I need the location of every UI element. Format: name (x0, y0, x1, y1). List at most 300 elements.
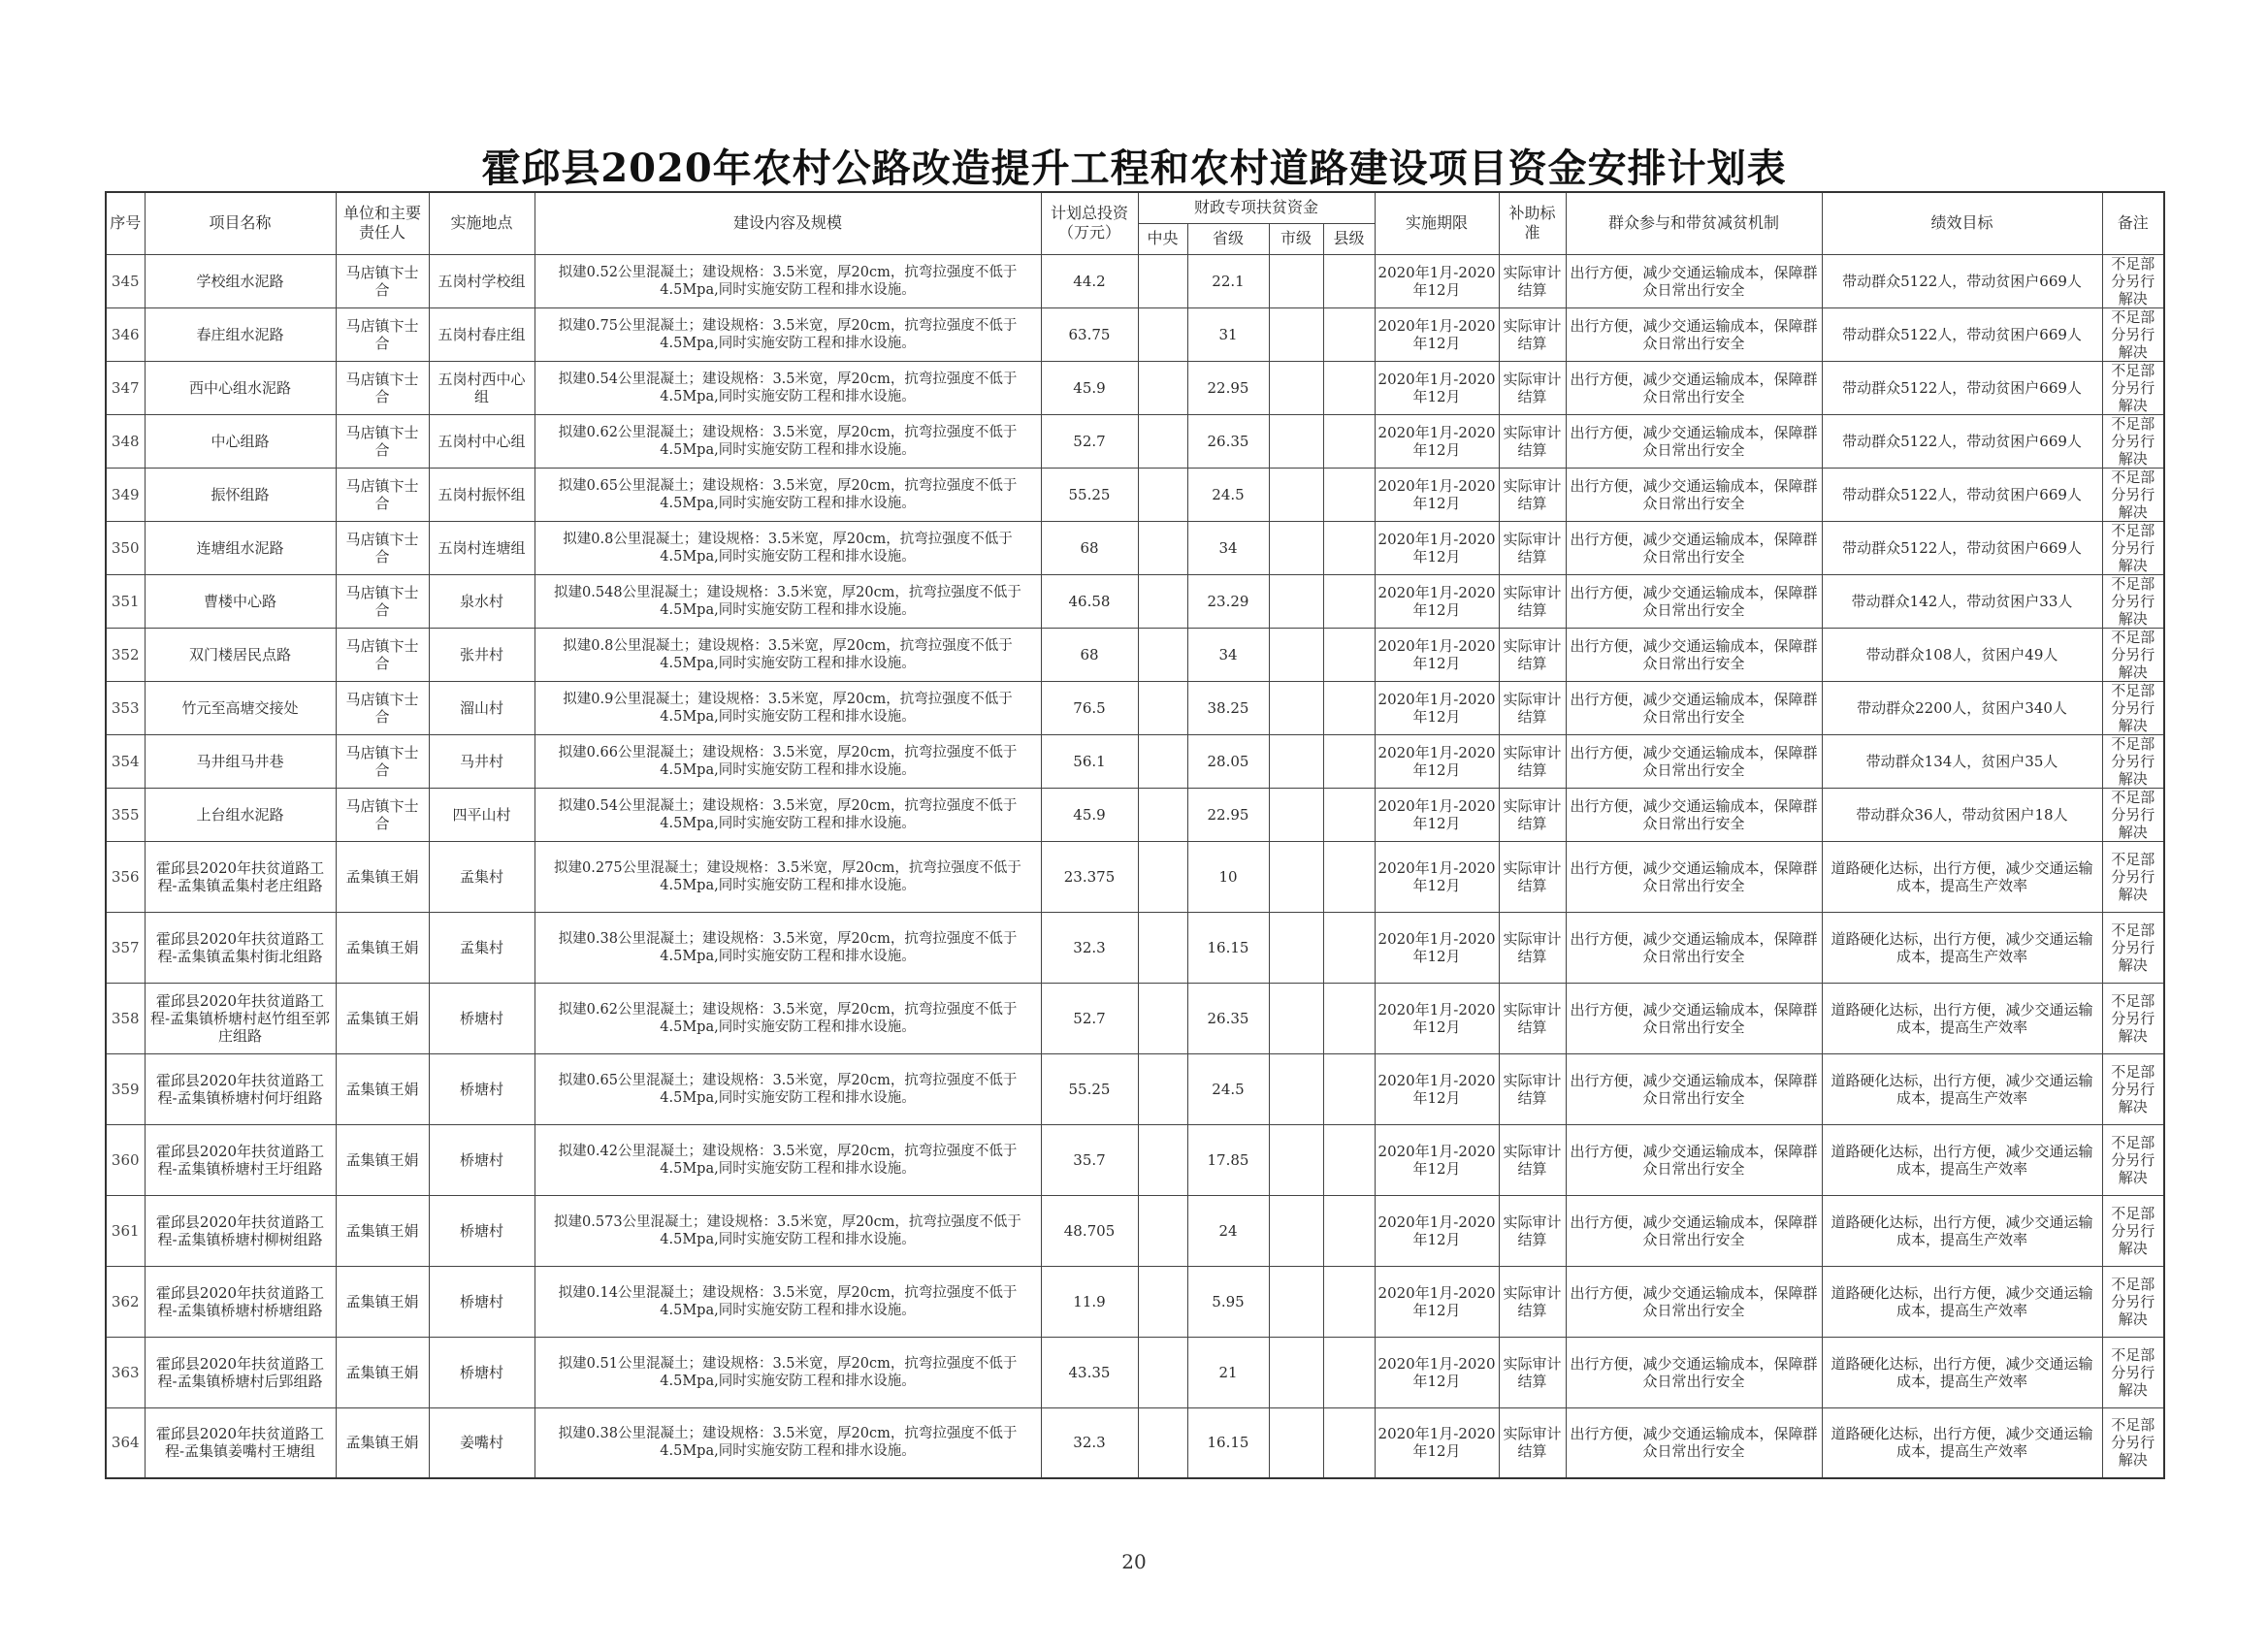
cell-subsidy: 实际审计结算 (1499, 254, 1566, 307)
cell-unit: 马店镇卞士合 (336, 468, 429, 521)
cell-mechanism: 出行方便，减少交通运输成本，保障群众日常出行安全 (1566, 734, 1822, 788)
page-number: 20 (1121, 1550, 1147, 1573)
cell-mechanism: 出行方便，减少交通运输成本，保障群众日常出行安全 (1566, 1053, 1822, 1124)
cell-unit: 马店镇卞士合 (336, 788, 429, 841)
cell-period: 2020年1月-2020年12月 (1375, 414, 1499, 468)
table-row (106, 307, 2164, 361)
cell-city (1269, 574, 1323, 628)
cell-performance: 道路硬化达标，出行方便，减少交通运输成本，提高生产效率 (1822, 912, 2102, 983)
table-row (106, 1266, 2164, 1337)
cell-province: 16.15 (1187, 912, 1269, 983)
cell-content: 拟建0.51公里混凝土；建设规格：3.5米宽，厚20cm，抗弯拉强度不低于4.5Mpa,同时实施安防工程和排水设施。 (535, 1337, 1041, 1407)
cell-seq: 361 (106, 1195, 145, 1266)
cell-mechanism: 出行方便，减少交通运输成本，保障群众日常出行安全 (1566, 1195, 1822, 1266)
cell-remark: 不足部分另行解决 (2102, 983, 2164, 1053)
cell-period: 2020年1月-2020年12月 (1375, 983, 1499, 1053)
cell-performance: 带动群众5122人，带动贫困户669人 (1822, 521, 2102, 574)
cell-period: 2020年1月-2020年12月 (1375, 361, 1499, 414)
table-row (106, 1053, 2164, 1124)
cell-mechanism: 出行方便，减少交通运输成本，保障群众日常出行安全 (1566, 1407, 1822, 1478)
cell-county (1323, 1053, 1375, 1124)
cell-central (1138, 1337, 1187, 1407)
header-county: 县级 (1323, 223, 1375, 254)
cell-period: 2020年1月-2020年12月 (1375, 1195, 1499, 1266)
cell-city (1269, 734, 1323, 788)
table-row (106, 361, 2164, 414)
cell-location: 五岗村春庄组 (429, 307, 535, 361)
cell-city (1269, 788, 1323, 841)
cell-content: 拟建0.54公里混凝土；建设规格：3.5米宽，厚20cm，抗弯拉强度不低于4.5Mpa,同时实施安防工程和排水设施。 (535, 788, 1041, 841)
header-remark: 备注 (2102, 192, 2164, 254)
cell-location: 五岗村学校组 (429, 254, 535, 307)
cell-content: 拟建0.54公里混凝土；建设规格：3.5米宽，厚20cm，抗弯拉强度不低于4.5Mpa,同时实施安防工程和排水设施。 (535, 361, 1041, 414)
cell-seq: 345 (106, 254, 145, 307)
table-row (106, 788, 2164, 841)
cell-county (1323, 414, 1375, 468)
cell-city (1269, 1195, 1323, 1266)
cell-content: 拟建0.573公里混凝土；建设规格：3.5米宽，厚20cm，抗弯拉强度不低于4.5Mpa,同时实施安防工程和排水设施。 (535, 1195, 1041, 1266)
cell-location: 桥塘村 (429, 1053, 535, 1124)
cell-content: 拟建0.548公里混凝土；建设规格：3.5米宽，厚20cm，抗弯拉强度不低于4.5Mpa,同时实施安防工程和排水设施。 (535, 574, 1041, 628)
cell-central (1138, 1407, 1187, 1478)
cell-project-name: 霍邱县2020年扶贫道路工程-孟集镇桥塘村后郢组路 (145, 1337, 336, 1407)
cell-central (1138, 628, 1187, 681)
cell-seq: 352 (106, 628, 145, 681)
cell-province: 22.95 (1187, 788, 1269, 841)
cell-province: 22.1 (1187, 254, 1269, 307)
cell-performance: 带动群众142人，带动贫困户33人 (1822, 574, 2102, 628)
cell-province: 10 (1187, 841, 1269, 912)
cell-performance: 带动群众5122人，带动贫困户669人 (1822, 361, 2102, 414)
cell-mechanism: 出行方便，减少交通运输成本，保障群众日常出行安全 (1566, 574, 1822, 628)
cell-project-name: 连塘组水泥路 (145, 521, 336, 574)
cell-remark: 不足部分另行解决 (2102, 361, 2164, 414)
cell-total-investment: 45.9 (1041, 788, 1138, 841)
cell-central (1138, 521, 1187, 574)
cell-subsidy: 实际审计结算 (1499, 628, 1566, 681)
cell-project-name: 霍邱县2020年扶贫道路工程-孟集镇孟集村街北组路 (145, 912, 336, 983)
cell-remark: 不足部分另行解决 (2102, 1337, 2164, 1407)
cell-performance: 道路硬化达标，出行方便，减少交通运输成本，提高生产效率 (1822, 841, 2102, 912)
table-body (106, 254, 2164, 1478)
cell-city (1269, 841, 1323, 912)
cell-unit: 马店镇卞士合 (336, 681, 429, 734)
cell-performance: 道路硬化达标，出行方便，减少交通运输成本，提高生产效率 (1822, 1053, 2102, 1124)
cell-central (1138, 1266, 1187, 1337)
cell-seq: 364 (106, 1407, 145, 1478)
cell-total-investment: 11.9 (1041, 1266, 1138, 1337)
cell-mechanism: 出行方便，减少交通运输成本，保障群众日常出行安全 (1566, 414, 1822, 468)
cell-location: 桥塘村 (429, 1124, 535, 1195)
cell-subsidy: 实际审计结算 (1499, 788, 1566, 841)
header-mechanism: 群众参与和带贫减贫机制 (1566, 192, 1822, 254)
table-row (106, 681, 2164, 734)
cell-remark: 不足部分另行解决 (2102, 788, 2164, 841)
header-province: 省级 (1187, 223, 1269, 254)
cell-performance: 道路硬化达标，出行方便，减少交通运输成本，提高生产效率 (1822, 1407, 2102, 1478)
cell-province: 34 (1187, 628, 1269, 681)
cell-remark: 不足部分另行解决 (2102, 254, 2164, 307)
cell-province: 38.25 (1187, 681, 1269, 734)
cell-province: 26.35 (1187, 983, 1269, 1053)
header-subsidy: 补助标准 (1499, 192, 1566, 254)
cell-mechanism: 出行方便，减少交通运输成本，保障群众日常出行安全 (1566, 361, 1822, 414)
cell-content: 拟建0.75公里混凝土；建设规格：3.5米宽，厚20cm，抗弯拉强度不低于4.5Mpa,同时实施安防工程和排水设施。 (535, 307, 1041, 361)
cell-content: 拟建0.8公里混凝土；建设规格：3.5米宽，厚20cm，抗弯拉强度不低于4.5Mpa,同时实施安防工程和排水设施。 (535, 521, 1041, 574)
cell-central (1138, 983, 1187, 1053)
cell-county (1323, 1266, 1375, 1337)
cell-remark: 不足部分另行解决 (2102, 1053, 2164, 1124)
cell-content: 拟建0.52公里混凝土；建设规格：3.5米宽，厚20cm，抗弯拉强度不低于4.5Mpa,同时实施安防工程和排水设施。 (535, 254, 1041, 307)
cell-period: 2020年1月-2020年12月 (1375, 1266, 1499, 1337)
cell-location: 五岗村连塘组 (429, 521, 535, 574)
cell-seq: 354 (106, 734, 145, 788)
cell-subsidy: 实际审计结算 (1499, 361, 1566, 414)
cell-county (1323, 734, 1375, 788)
cell-location: 孟集村 (429, 841, 535, 912)
cell-province: 16.15 (1187, 1407, 1269, 1478)
cell-city (1269, 1266, 1323, 1337)
cell-province: 31 (1187, 307, 1269, 361)
table-row (106, 983, 2164, 1053)
header-seq: 序号 (106, 192, 145, 254)
cell-total-investment: 44.2 (1041, 254, 1138, 307)
table-row (106, 254, 2164, 307)
cell-subsidy: 实际审计结算 (1499, 1407, 1566, 1478)
cell-central (1138, 1195, 1187, 1266)
cell-seq: 357 (106, 912, 145, 983)
cell-subsidy: 实际审计结算 (1499, 1195, 1566, 1266)
cell-unit: 孟集镇王娟 (336, 912, 429, 983)
header-row-1 (106, 192, 2164, 223)
cell-total-investment: 52.7 (1041, 414, 1138, 468)
document-title: 霍邱县2020年农村公路改造提升工程和农村道路建设项目资金安排计划表 (481, 146, 1787, 191)
cell-city (1269, 1124, 1323, 1195)
cell-city (1269, 361, 1323, 414)
cell-total-investment: 63.75 (1041, 307, 1138, 361)
cell-content: 拟建0.9公里混凝土；建设规格：3.5米宽，厚20cm，抗弯拉强度不低于4.5Mpa,同时实施安防工程和排水设施。 (535, 681, 1041, 734)
cell-performance: 道路硬化达标，出行方便，减少交通运输成本，提高生产效率 (1822, 1337, 2102, 1407)
cell-period: 2020年1月-2020年12月 (1375, 788, 1499, 841)
cell-county (1323, 1407, 1375, 1478)
cell-period: 2020年1月-2020年12月 (1375, 912, 1499, 983)
cell-period: 2020年1月-2020年12月 (1375, 681, 1499, 734)
cell-unit: 马店镇卞士合 (336, 628, 429, 681)
cell-province: 23.29 (1187, 574, 1269, 628)
cell-seq: 363 (106, 1337, 145, 1407)
cell-performance: 带动群众2200人，贫困户340人 (1822, 681, 2102, 734)
cell-content: 拟建0.62公里混凝土；建设规格：3.5米宽，厚20cm，抗弯拉强度不低于4.5Mpa,同时实施安防工程和排水设施。 (535, 414, 1041, 468)
cell-seq: 353 (106, 681, 145, 734)
cell-content: 拟建0.38公里混凝土；建设规格：3.5米宽，厚20cm，抗弯拉强度不低于4.5Mpa,同时实施安防工程和排水设施。 (535, 1407, 1041, 1478)
cell-project-name: 双门楼居民点路 (145, 628, 336, 681)
cell-province: 24 (1187, 1195, 1269, 1266)
cell-county (1323, 521, 1375, 574)
cell-seq: 355 (106, 788, 145, 841)
cell-county (1323, 912, 1375, 983)
cell-subsidy: 实际审计结算 (1499, 734, 1566, 788)
cell-location: 张井村 (429, 628, 535, 681)
cell-county (1323, 254, 1375, 307)
cell-city (1269, 307, 1323, 361)
cell-city (1269, 912, 1323, 983)
cell-remark: 不足部分另行解决 (2102, 414, 2164, 468)
cell-content: 拟建0.8公里混凝土；建设规格：3.5米宽，厚20cm，抗弯拉强度不低于4.5Mpa,同时实施安防工程和排水设施。 (535, 628, 1041, 681)
cell-total-investment: 52.7 (1041, 983, 1138, 1053)
cell-location: 溜山村 (429, 681, 535, 734)
cell-mechanism: 出行方便，减少交通运输成本，保障群众日常出行安全 (1566, 912, 1822, 983)
cell-period: 2020年1月-2020年12月 (1375, 1124, 1499, 1195)
cell-content: 拟建0.275公里混凝土；建设规格：3.5米宽，厚20cm，抗弯拉强度不低于4.5Mpa,同时实施安防工程和排水设施。 (535, 841, 1041, 912)
table-row (106, 1124, 2164, 1195)
cell-period: 2020年1月-2020年12月 (1375, 254, 1499, 307)
header-city: 市级 (1269, 223, 1323, 254)
header-content: 建设内容及规模 (535, 192, 1041, 254)
cell-location: 姜嘴村 (429, 1407, 535, 1478)
cell-mechanism: 出行方便，减少交通运输成本，保障群众日常出行安全 (1566, 254, 1822, 307)
cell-total-investment: 46.58 (1041, 574, 1138, 628)
cell-project-name: 马井组马井巷 (145, 734, 336, 788)
cell-unit: 孟集镇王娟 (336, 1195, 429, 1266)
cell-county (1323, 1124, 1375, 1195)
cell-seq: 360 (106, 1124, 145, 1195)
cell-location: 马井村 (429, 734, 535, 788)
cell-county (1323, 468, 1375, 521)
cell-central (1138, 1053, 1187, 1124)
cell-city (1269, 628, 1323, 681)
cell-city (1269, 468, 1323, 521)
header-performance: 绩效目标 (1822, 192, 2102, 254)
cell-location: 桥塘村 (429, 1195, 535, 1266)
cell-unit: 马店镇卞士合 (336, 254, 429, 307)
cell-city (1269, 1407, 1323, 1478)
cell-unit: 马店镇卞士合 (336, 307, 429, 361)
cell-location: 五岗村振怀组 (429, 468, 535, 521)
cell-mechanism: 出行方便，减少交通运输成本，保障群众日常出行安全 (1566, 681, 1822, 734)
cell-subsidy: 实际审计结算 (1499, 1053, 1566, 1124)
cell-content: 拟建0.14公里混凝土；建设规格：3.5米宽，厚20cm，抗弯拉强度不低于4.5Mpa,同时实施安防工程和排水设施。 (535, 1266, 1041, 1337)
cell-project-name: 振怀组路 (145, 468, 336, 521)
cell-project-name: 霍邱县2020年扶贫道路工程-孟集镇姜嘴村王塘组 (145, 1407, 336, 1478)
cell-unit: 马店镇卞士合 (336, 521, 429, 574)
cell-remark: 不足部分另行解决 (2102, 734, 2164, 788)
cell-mechanism: 出行方便，减少交通运输成本，保障群众日常出行安全 (1566, 307, 1822, 361)
cell-project-name: 学校组水泥路 (145, 254, 336, 307)
cell-county (1323, 1195, 1375, 1266)
cell-location: 五岗村西中心组 (429, 361, 535, 414)
cell-unit: 孟集镇王娟 (336, 1266, 429, 1337)
cell-performance: 带动群众5122人，带动贫困户669人 (1822, 254, 2102, 307)
header-location: 实施地点 (429, 192, 535, 254)
cell-subsidy: 实际审计结算 (1499, 912, 1566, 983)
cell-province: 5.95 (1187, 1266, 1269, 1337)
cell-total-investment: 48.705 (1041, 1195, 1138, 1266)
cell-total-investment: 68 (1041, 521, 1138, 574)
cell-remark: 不足部分另行解决 (2102, 1124, 2164, 1195)
funding-plan-table (105, 191, 2165, 1479)
cell-subsidy: 实际审计结算 (1499, 468, 1566, 521)
cell-performance: 带动群众5122人，带动贫困户669人 (1822, 307, 2102, 361)
cell-central (1138, 468, 1187, 521)
cell-subsidy: 实际审计结算 (1499, 983, 1566, 1053)
cell-total-investment: 76.5 (1041, 681, 1138, 734)
cell-project-name: 霍邱县2020年扶贫道路工程-孟集镇桥塘村何圩组路 (145, 1053, 336, 1124)
cell-subsidy: 实际审计结算 (1499, 414, 1566, 468)
cell-seq: 358 (106, 983, 145, 1053)
table-row (106, 468, 2164, 521)
cell-period: 2020年1月-2020年12月 (1375, 574, 1499, 628)
cell-subsidy: 实际审计结算 (1499, 1266, 1566, 1337)
cell-performance: 带动群众108人，贫困户49人 (1822, 628, 2102, 681)
cell-period: 2020年1月-2020年12月 (1375, 1053, 1499, 1124)
cell-project-name: 霍邱县2020年扶贫道路工程-孟集镇桥塘村王圩组路 (145, 1124, 336, 1195)
cell-city (1269, 1053, 1323, 1124)
cell-county (1323, 307, 1375, 361)
cell-unit: 孟集镇王娟 (336, 1053, 429, 1124)
cell-performance: 带动群众36人，带动贫困户18人 (1822, 788, 2102, 841)
cell-city (1269, 983, 1323, 1053)
cell-location: 四平山村 (429, 788, 535, 841)
cell-central (1138, 734, 1187, 788)
cell-location: 桥塘村 (429, 983, 535, 1053)
cell-total-investment: 43.35 (1041, 1337, 1138, 1407)
cell-project-name: 霍邱县2020年扶贫道路工程-孟集镇桥塘村柳树组路 (145, 1195, 336, 1266)
cell-central (1138, 414, 1187, 468)
cell-subsidy: 实际审计结算 (1499, 574, 1566, 628)
cell-total-investment: 45.9 (1041, 361, 1138, 414)
cell-province: 34 (1187, 521, 1269, 574)
table-row (106, 1407, 2164, 1478)
cell-content: 拟建0.42公里混凝土；建设规格：3.5米宽，厚20cm，抗弯拉强度不低于4.5Mpa,同时实施安防工程和排水设施。 (535, 1124, 1041, 1195)
cell-period: 2020年1月-2020年12月 (1375, 1407, 1499, 1478)
cell-total-investment: 35.7 (1041, 1124, 1138, 1195)
cell-mechanism: 出行方便，减少交通运输成本，保障群众日常出行安全 (1566, 521, 1822, 574)
cell-project-name: 春庄组水泥路 (145, 307, 336, 361)
cell-unit: 孟集镇王娟 (336, 1124, 429, 1195)
cell-province: 28.05 (1187, 734, 1269, 788)
cell-unit: 孟集镇王娟 (336, 1407, 429, 1478)
cell-province: 17.85 (1187, 1124, 1269, 1195)
cell-remark: 不足部分另行解决 (2102, 681, 2164, 734)
header-unit: 单位和主要责任人 (336, 192, 429, 254)
cell-province: 22.95 (1187, 361, 1269, 414)
cell-county (1323, 574, 1375, 628)
cell-period: 2020年1月-2020年12月 (1375, 841, 1499, 912)
cell-period: 2020年1月-2020年12月 (1375, 734, 1499, 788)
cell-total-investment: 68 (1041, 628, 1138, 681)
cell-mechanism: 出行方便，减少交通运输成本，保障群众日常出行安全 (1566, 983, 1822, 1053)
cell-unit: 马店镇卞士合 (336, 574, 429, 628)
cell-period: 2020年1月-2020年12月 (1375, 521, 1499, 574)
cell-seq: 346 (106, 307, 145, 361)
cell-remark: 不足部分另行解决 (2102, 574, 2164, 628)
cell-seq: 349 (106, 468, 145, 521)
cell-seq: 362 (106, 1266, 145, 1337)
cell-mechanism: 出行方便，减少交通运输成本，保障群众日常出行安全 (1566, 1124, 1822, 1195)
cell-content: 拟建0.38公里混凝土；建设规格：3.5米宽，厚20cm，抗弯拉强度不低于4.5Mpa,同时实施安防工程和排水设施。 (535, 912, 1041, 983)
cell-project-name: 竹元至高塘交接处 (145, 681, 336, 734)
cell-subsidy: 实际审计结算 (1499, 521, 1566, 574)
table-row (106, 628, 2164, 681)
cell-province: 24.5 (1187, 1053, 1269, 1124)
cell-remark: 不足部分另行解决 (2102, 307, 2164, 361)
cell-remark: 不足部分另行解决 (2102, 912, 2164, 983)
cell-total-investment: 23.375 (1041, 841, 1138, 912)
table-row (106, 574, 2164, 628)
header-total-investment: 计划总投资（万元） (1041, 192, 1138, 254)
cell-remark: 不足部分另行解决 (2102, 1266, 2164, 1337)
cell-county (1323, 983, 1375, 1053)
header-central: 中央 (1138, 223, 1187, 254)
cell-performance: 道路硬化达标，出行方便，减少交通运输成本，提高生产效率 (1822, 1195, 2102, 1266)
cell-province: 26.35 (1187, 414, 1269, 468)
cell-province: 24.5 (1187, 468, 1269, 521)
cell-unit: 孟集镇王娟 (336, 983, 429, 1053)
cell-county (1323, 788, 1375, 841)
cell-performance: 带动群众134人，贫困户35人 (1822, 734, 2102, 788)
cell-mechanism: 出行方便，减少交通运输成本，保障群众日常出行安全 (1566, 1337, 1822, 1407)
cell-project-name: 西中心组水泥路 (145, 361, 336, 414)
cell-central (1138, 307, 1187, 361)
cell-county (1323, 1337, 1375, 1407)
cell-performance: 道路硬化达标，出行方便，减少交通运输成本，提高生产效率 (1822, 1124, 2102, 1195)
cell-total-investment: 32.3 (1041, 912, 1138, 983)
cell-content: 拟建0.65公里混凝土；建设规格：3.5米宽，厚20cm，抗弯拉强度不低于4.5Mpa,同时实施安防工程和排水设施。 (535, 468, 1041, 521)
cell-unit: 马店镇卞士合 (336, 734, 429, 788)
table-row (106, 734, 2164, 788)
cell-location: 桥塘村 (429, 1266, 535, 1337)
cell-seq: 351 (106, 574, 145, 628)
header-project-name: 项目名称 (145, 192, 336, 254)
cell-seq: 356 (106, 841, 145, 912)
cell-subsidy: 实际审计结算 (1499, 841, 1566, 912)
cell-content: 拟建0.66公里混凝土；建设规格：3.5米宽，厚20cm，抗弯拉强度不低于4.5Mpa,同时实施安防工程和排水设施。 (535, 734, 1041, 788)
cell-mechanism: 出行方便，减少交通运输成本，保障群众日常出行安全 (1566, 841, 1822, 912)
cell-performance: 带动群众5122人，带动贫困户669人 (1822, 414, 2102, 468)
cell-city (1269, 254, 1323, 307)
cell-performance: 道路硬化达标，出行方便，减少交通运输成本，提高生产效率 (1822, 1266, 2102, 1337)
cell-performance: 带动群众5122人，带动贫困户669人 (1822, 468, 2102, 521)
cell-content: 拟建0.65公里混凝土；建设规格：3.5米宽，厚20cm，抗弯拉强度不低于4.5Mpa,同时实施安防工程和排水设施。 (535, 1053, 1041, 1124)
cell-central (1138, 841, 1187, 912)
cell-central (1138, 254, 1187, 307)
cell-central (1138, 912, 1187, 983)
table-row (106, 841, 2164, 912)
cell-central (1138, 574, 1187, 628)
cell-performance: 道路硬化达标，出行方便，减少交通运输成本，提高生产效率 (1822, 983, 2102, 1053)
cell-project-name: 曹楼中心路 (145, 574, 336, 628)
table-row (106, 1195, 2164, 1266)
cell-remark: 不足部分另行解决 (2102, 1407, 2164, 1478)
cell-remark: 不足部分另行解决 (2102, 468, 2164, 521)
cell-subsidy: 实际审计结算 (1499, 1124, 1566, 1195)
cell-remark: 不足部分另行解决 (2102, 628, 2164, 681)
cell-project-name: 中心组路 (145, 414, 336, 468)
cell-seq: 347 (106, 361, 145, 414)
cell-project-name: 上台组水泥路 (145, 788, 336, 841)
cell-city (1269, 414, 1323, 468)
cell-content: 拟建0.62公里混凝土；建设规格：3.5米宽，厚20cm，抗弯拉强度不低于4.5Mpa,同时实施安防工程和排水设施。 (535, 983, 1041, 1053)
cell-period: 2020年1月-2020年12月 (1375, 468, 1499, 521)
table-row (106, 521, 2164, 574)
cell-period: 2020年1月-2020年12月 (1375, 307, 1499, 361)
cell-county (1323, 628, 1375, 681)
cell-project-name: 霍邱县2020年扶贫道路工程-孟集镇桥塘村桥塘组路 (145, 1266, 336, 1337)
cell-total-investment: 55.25 (1041, 1053, 1138, 1124)
cell-project-name: 霍邱县2020年扶贫道路工程-孟集镇孟集村老庄组路 (145, 841, 336, 912)
cell-county (1323, 681, 1375, 734)
cell-central (1138, 788, 1187, 841)
